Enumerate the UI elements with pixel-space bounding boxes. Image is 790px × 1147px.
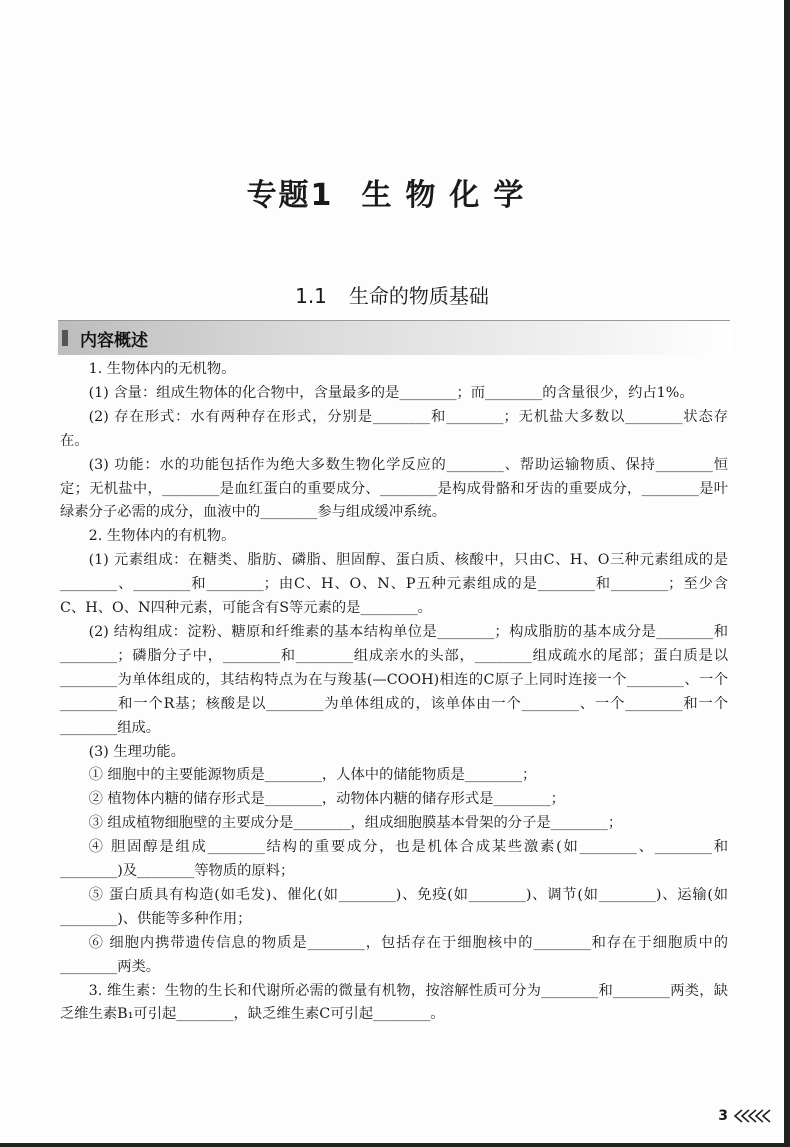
- paragraph: ③ 组成植物细胞壁的主要成分是________，组成细胞膜基本骨架的分子是________；: [88, 815, 623, 832]
- paragraph: ⑤ 蛋白质具有构造(如毛发)、催化(如________)、免疫(如________)、调节(如________)、运输(如________)、供能等多种作用；: [60, 886, 728, 927]
- section-title: 生命的物质基础: [348, 284, 489, 308]
- paragraph: (3) 生理功能。: [88, 743, 185, 760]
- paragraph: 2. 生物体内的有机物。: [88, 528, 236, 545]
- content-body: [60, 358, 728, 1027]
- chapter-title: 生物化学: [361, 178, 538, 213]
- content-overview-label: 内容概述: [80, 331, 148, 351]
- section-number: 1.1: [295, 284, 327, 308]
- paragraph: (1) 含量：组成生物体的化合物中，含量最多的是________；而________的含量很少，约占1%。: [88, 384, 694, 401]
- paragraph: 1. 生物体内的无机物。: [88, 361, 236, 377]
- bar-marker: [62, 330, 68, 346]
- page-footer: [718, 1108, 772, 1124]
- chevrons-left-icon: [732, 1109, 772, 1123]
- paragraph: ④ 胆固醇是组成________结构的重要成分，也是机体合成某些激素(如________、________和________)及________等物质的原料；: [60, 839, 728, 880]
- paragraph: (2) 结构组成：淀粉、糖原和纤维素的基本结构单位是________；构成脂肪的基本成分是________和________；磷脂分子中，________和________组成亲水的头部，________组成疏水的尾部；蛋白质是以________为单体组成的，其结构特点为在与羧基(—COOH)相连的C原子上同时连接一个________、一个________和一个R基；核酸是以________为单体组成的，该单体由一个________、一个________和一个________组成。: [60, 623, 728, 736]
- section-heading: [0, 280, 784, 309]
- page-number: 3: [718, 1108, 728, 1124]
- paragraph: (1) 元素组成：在糖类、脂肪、磷脂、胆固醇、蛋白质、核酸中，只由C、H、O三种元素组成的是________、________和________；由C、H、O、N、P五种元素组成的是________和________；至少含C、H、O、N四种元素，可能含有S等元素的是________。: [60, 552, 728, 617]
- content-overview-bar: [58, 320, 730, 355]
- chapter-heading: [0, 170, 784, 214]
- paragraph: ⑥ 细胞内携带遗传信息的物质是________，包括存在于细胞核中的________和存在于细胞质中的________两类。: [60, 934, 728, 975]
- paragraph: ② 植物体内糖的储存形式是________，动物体内糖的储存形式是________；: [88, 791, 565, 808]
- paragraph: (2) 存在形式：水有两种存在形式，分别是________和________；无机盐大多数以________状态存在。: [60, 408, 728, 449]
- chapter-number: 专题1: [246, 178, 334, 213]
- paragraph: 3. 维生素：生物的生长和代谢所必需的微量有机物，按溶解性质可分为________和________两类，缺乏维生素B₁可引起________，缺乏维生素C可引起________。: [60, 982, 728, 1023]
- paragraph: ① 细胞中的主要能源物质是________，人体中的储能物质是________；: [88, 767, 537, 784]
- paragraph: (3) 功能：水的功能包括作为绝大多数生物化学反应的________、帮助运输物质、保持________恒定；无机盐中，________是血红蛋白的重要成分、________是构成骨骼和牙齿的重要成分，________是叶绿素分子必需的成分，血液中的________参与组成缓冲系统。: [60, 456, 728, 521]
